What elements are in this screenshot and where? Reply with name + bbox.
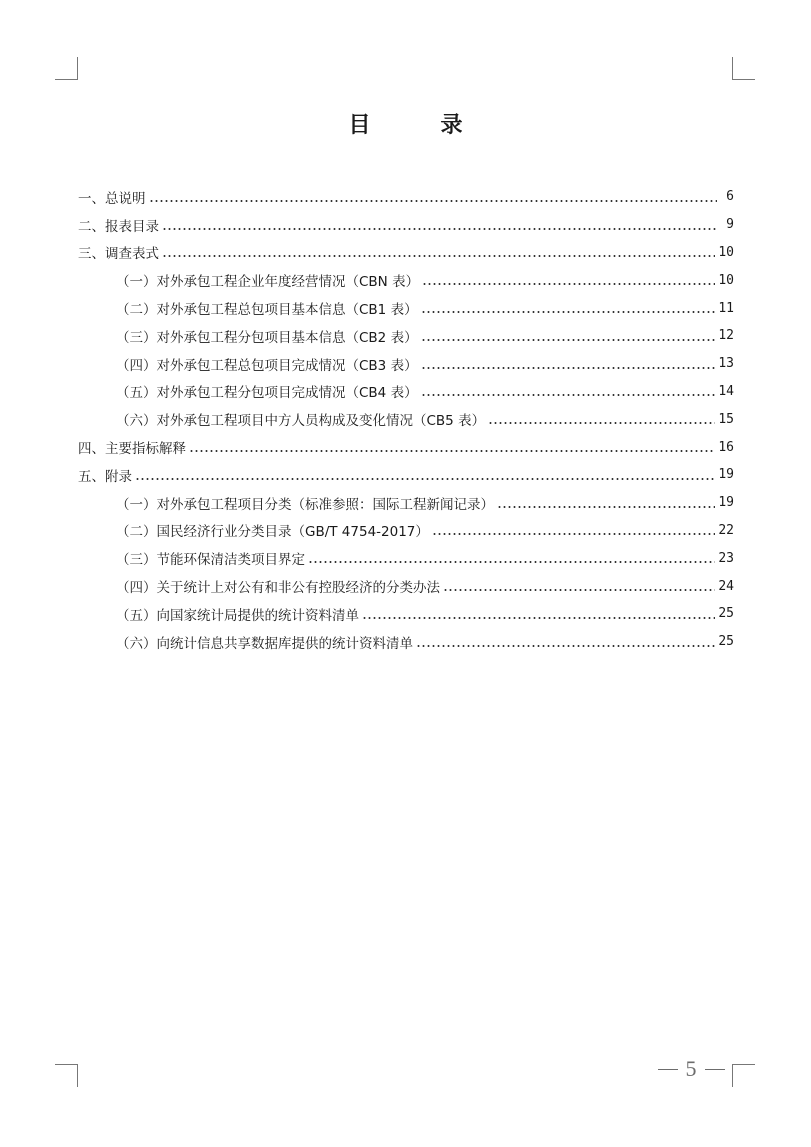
toc-entry[interactable]: [78, 600, 734, 628]
toc-entry-page: 12: [718, 328, 734, 344]
footer-dash-left: [658, 1069, 678, 1070]
toc-entry[interactable]: [78, 239, 734, 267]
toc-entry-label: （五）对外承包工程分包项目完成情况（CB4 表）: [116, 385, 418, 402]
toc-entry-label: （六）向统计信息共享数据库提供的统计资料清单: [116, 635, 413, 652]
toc-entry-label: （一）对外承包工程项目分类（标准参照：国际工程新闻记录）: [116, 496, 494, 513]
toc-entry-page: 23: [718, 550, 734, 566]
toc-dot-leader: [162, 254, 715, 258]
toc-entry-page: 10: [718, 244, 734, 260]
toc-dot-leader: [497, 505, 715, 509]
toc-entry-page: 24: [718, 578, 734, 594]
toc-dot-leader: [162, 227, 717, 231]
toc-entry[interactable]: [78, 461, 734, 489]
toc-entry-page: 15: [718, 411, 734, 427]
toc-entry-label: 五、附录: [78, 468, 132, 485]
toc-dot-leader: [149, 199, 718, 203]
toc-entry-label: （一）对外承包工程企业年度经营情况（CBN 表）: [116, 274, 420, 291]
toc-entry-label: 三、调查表式: [78, 246, 159, 263]
toc-dot-leader: [308, 560, 715, 564]
toc-entry-label: （六）对外承包工程项目中方人员构成及变化情况（CB5 表）: [116, 413, 486, 430]
toc-entry[interactable]: [78, 489, 734, 517]
toc-dot-leader: [189, 449, 715, 453]
crop-mark-top-left: [55, 57, 78, 80]
toc-dot-leader: [362, 616, 715, 620]
toc-dot-leader: [421, 366, 716, 370]
toc-entry[interactable]: [78, 517, 734, 545]
toc-dot-leader: [422, 282, 715, 286]
toc-entry-label: （三）对外承包工程分包项目基本信息（CB2 表）: [116, 329, 418, 346]
page-title: 目 录: [348, 113, 487, 138]
toc-entry-page: 25: [718, 606, 734, 622]
toc-entry-label: （四）对外承包工程总包项目完成情况（CB3 表）: [116, 357, 418, 374]
toc-dot-leader: [421, 338, 716, 342]
toc-dot-leader: [416, 644, 715, 648]
toc-entry[interactable]: [78, 628, 734, 656]
toc-entry-page: 14: [718, 383, 734, 399]
toc-entry-label: （三）节能环保清洁类项目界定: [116, 552, 305, 569]
toc-entry-label: （二）对外承包工程总包项目基本信息（CB1 表）: [116, 302, 418, 319]
toc-entry-label: （二）国民经济行业分类目录（GB/T 4754-2017）: [116, 524, 429, 541]
toc-entry[interactable]: [78, 544, 734, 572]
toc-entry[interactable]: [78, 294, 734, 322]
page-footer: [651, 1056, 731, 1082]
toc-entry[interactable]: [78, 405, 734, 433]
toc-entry[interactable]: [78, 322, 734, 350]
toc-entry-page: 6: [726, 189, 734, 205]
table-of-contents: [78, 183, 734, 656]
toc-entry-page: 9: [726, 217, 734, 233]
toc-entry-page: 19: [718, 467, 734, 483]
toc-entry[interactable]: [78, 378, 734, 406]
toc-dot-leader: [135, 477, 715, 481]
toc-entry-page: 10: [718, 272, 734, 288]
toc-entry[interactable]: [78, 572, 734, 600]
toc-entry[interactable]: [78, 350, 734, 378]
toc-dot-leader: [421, 393, 716, 397]
toc-entry-label: 四、主要指标解释: [78, 441, 186, 458]
toc-entry-page: 16: [718, 439, 734, 455]
toc-dot-leader: [488, 421, 715, 425]
toc-entry-label: （五）向国家统计局提供的统计资料清单: [116, 607, 359, 624]
toc-entry-page: 19: [718, 495, 734, 511]
toc-entry[interactable]: [78, 433, 734, 461]
toc-entry-page: 11: [718, 300, 734, 316]
toc-entry-label: 一、总说明: [78, 190, 146, 207]
toc-entry-page: 25: [718, 634, 734, 650]
footer-dash-right: [705, 1069, 725, 1070]
toc-entry[interactable]: [78, 266, 734, 294]
toc-dot-leader: [421, 310, 716, 314]
toc-entry[interactable]: [78, 183, 734, 211]
toc-dot-leader: [432, 532, 715, 536]
toc-entry[interactable]: [78, 211, 734, 239]
toc-entry-page: 13: [718, 356, 734, 372]
toc-entry-label: 二、报表目录: [78, 218, 159, 235]
toc-entry-label: （四）关于统计上对公有和非公有控股经济的分类办法: [116, 580, 440, 597]
crop-mark-bottom-right: [732, 1064, 755, 1087]
toc-entry-page: 22: [718, 522, 734, 538]
page-number: 5: [685, 1056, 697, 1081]
crop-mark-top-right: [732, 57, 755, 80]
crop-mark-bottom-left: [55, 1064, 78, 1087]
toc-dot-leader: [443, 588, 715, 592]
